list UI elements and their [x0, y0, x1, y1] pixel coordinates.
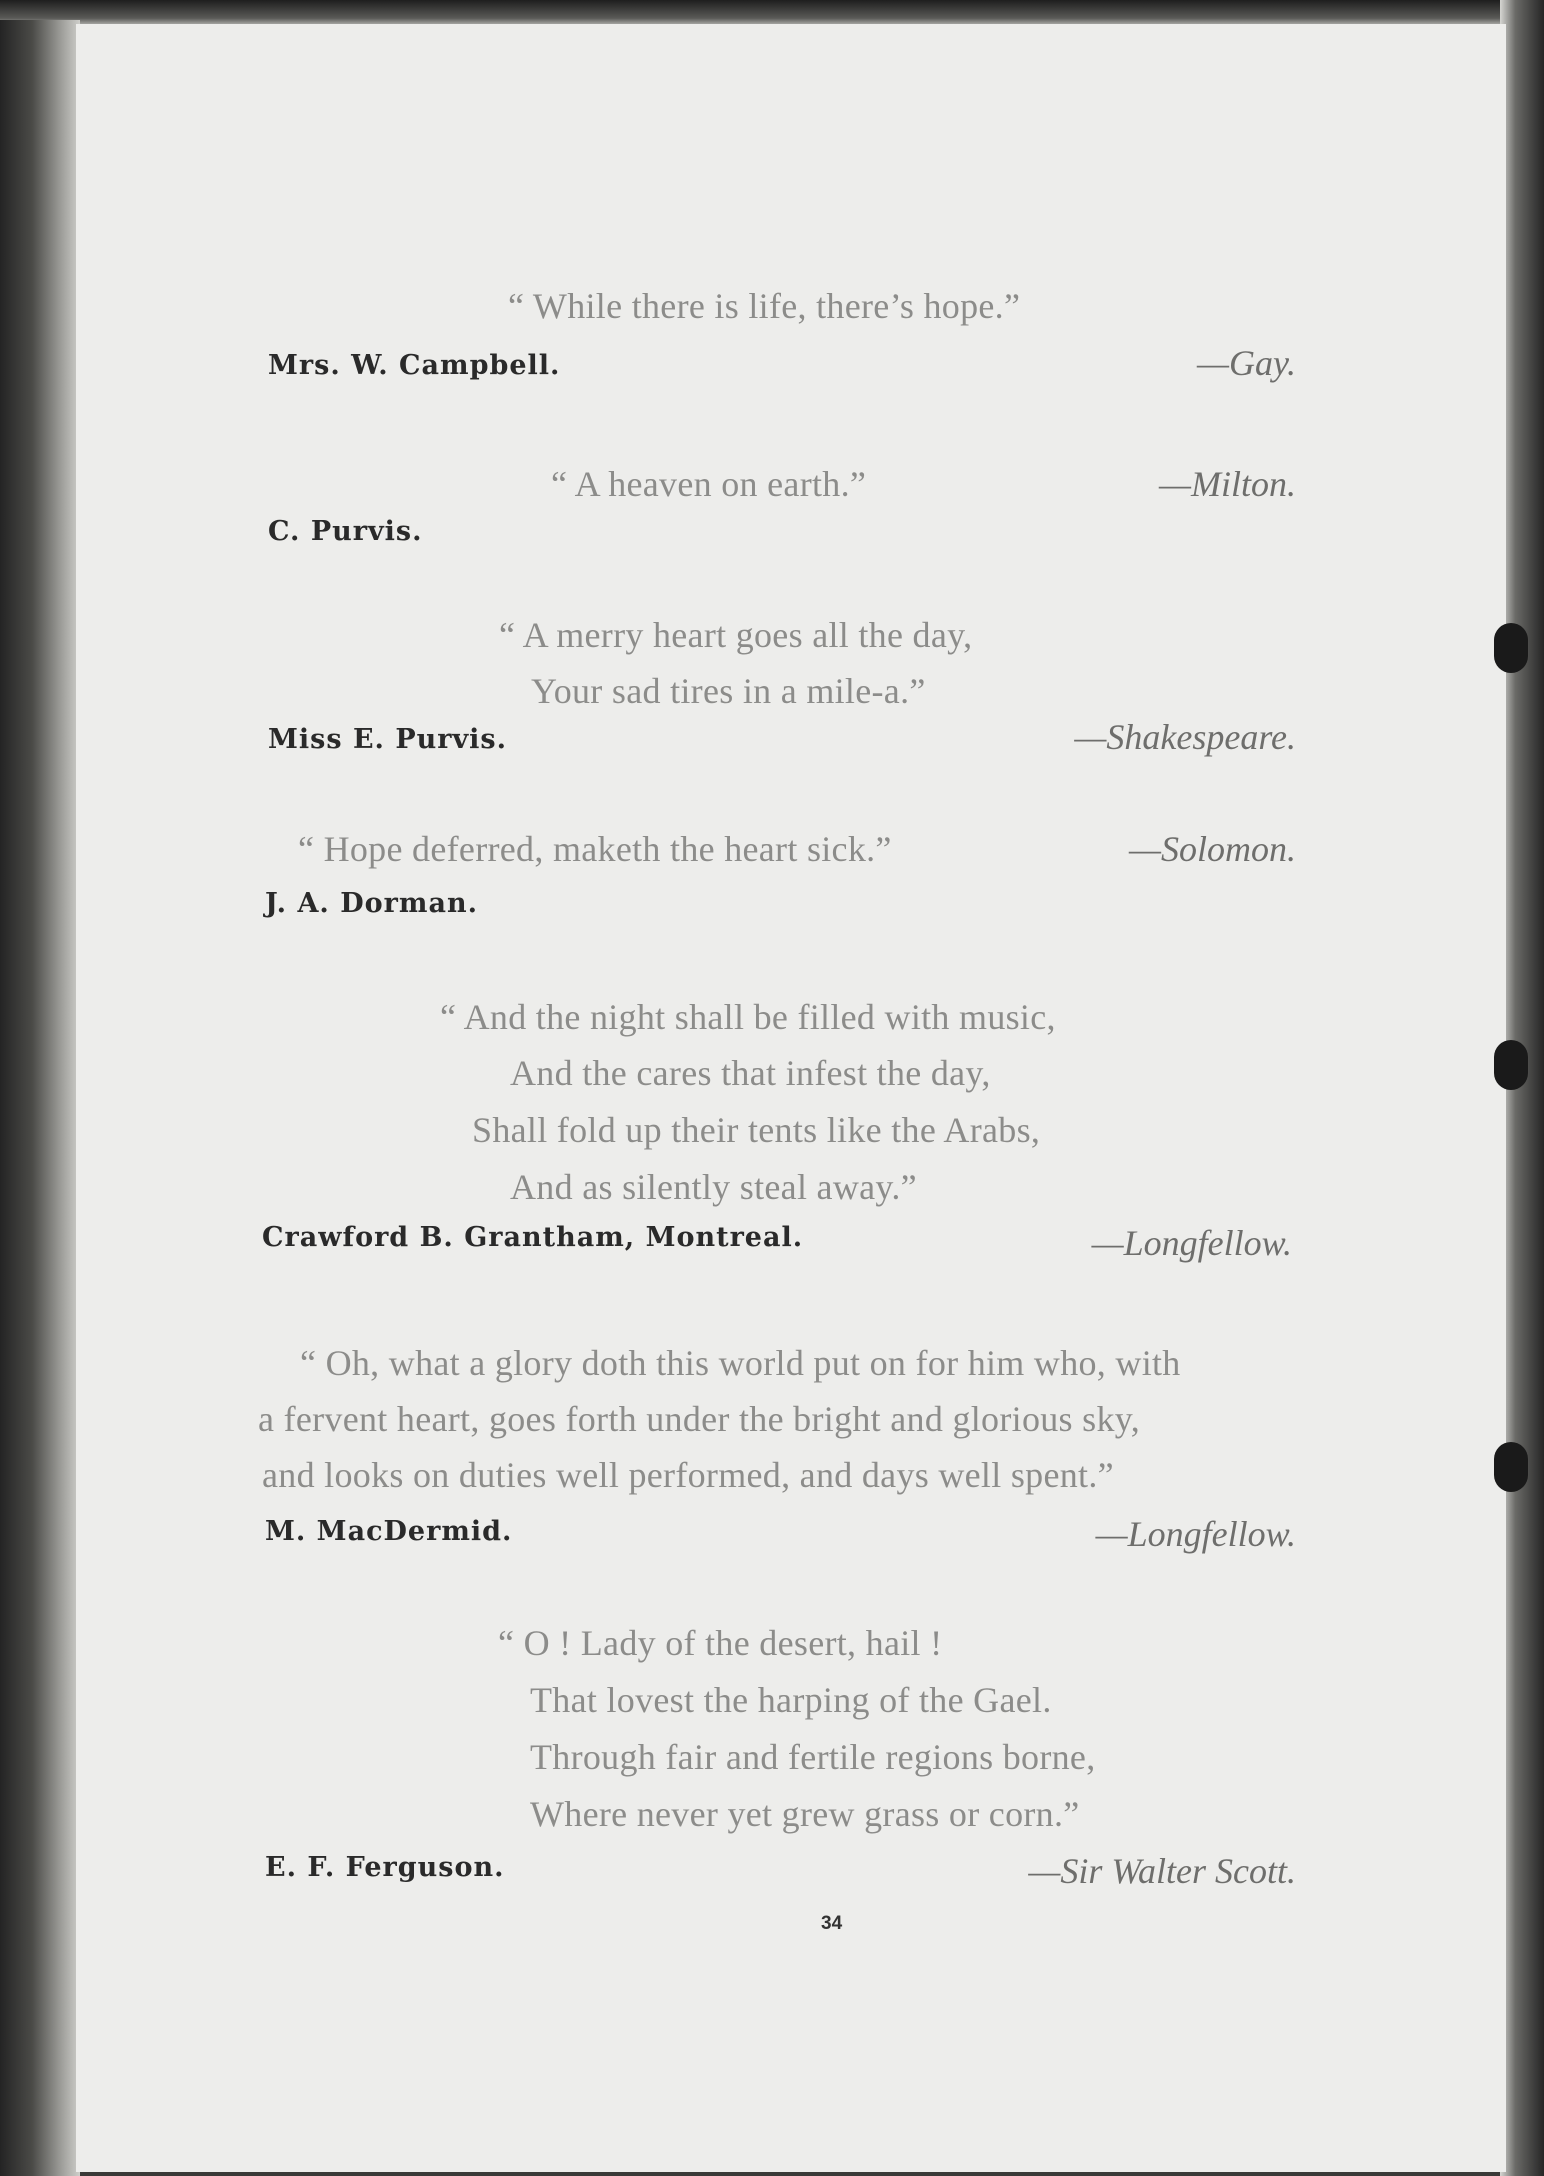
- quote-line: And as silently steal away.”: [510, 1167, 917, 1207]
- contributor-name: Miss E. Purvis.: [268, 724, 508, 755]
- quote-author: —Shakespeare.: [1074, 717, 1296, 757]
- quote-line: a fervent heart, goes forth under the bright and glorious sky,: [258, 1399, 1141, 1439]
- quote-line: “ O ! Lady of the desert, hail !: [498, 1623, 943, 1663]
- quote-line: That lovest the harping of the Gael.: [530, 1680, 1052, 1720]
- quote-line: And the cares that infest the day,: [510, 1053, 991, 1093]
- contributor-name: E. F. Ferguson.: [265, 1852, 505, 1883]
- quote-line: Through fair and fertile regions borne,: [530, 1737, 1096, 1777]
- contributor-name: C. Purvis.: [268, 516, 423, 547]
- page-top-edge: [0, 0, 1544, 26]
- quote-line: “ Hope deferred, maketh the heart sick.”: [298, 829, 892, 869]
- quote-author: —Longfellow.: [1095, 1514, 1296, 1554]
- quote-line: Shall fold up their tents like the Arabs,: [472, 1110, 1041, 1150]
- binding-hole: [1494, 1040, 1528, 1090]
- quote-line: Where never yet grew grass or corn.”: [530, 1794, 1080, 1834]
- page-number: 34: [821, 1913, 843, 1934]
- quote-author: —Sir Walter Scott.: [1028, 1851, 1296, 1891]
- contributor-name: Crawford B. Grantham, Montreal.: [262, 1222, 804, 1253]
- contributor-name: J. A. Dorman.: [265, 888, 478, 919]
- quote-author: —Gay.: [1197, 343, 1296, 383]
- book-spine-edge: [0, 20, 80, 2176]
- contributor-name: Mrs. W. Campbell.: [268, 350, 561, 381]
- quote-line: Your sad tires in a mile-a.”: [531, 671, 926, 711]
- binding-hole: [1494, 1442, 1528, 1492]
- quote-author: —Solomon.: [1128, 829, 1296, 869]
- contributor-name: M. MacDermid.: [265, 1516, 513, 1547]
- quote-line: “ A merry heart goes all the day,: [499, 615, 973, 655]
- quote-author: —Longfellow.: [1091, 1223, 1292, 1263]
- quote-line: and looks on duties well performed, and days well spent.”: [262, 1455, 1114, 1495]
- quote-line: “ Oh, what a glory doth this world put on for him who, with: [300, 1343, 1181, 1383]
- quote-author: —Milton.: [1158, 464, 1296, 504]
- quote-line: “ A heaven on earth.”: [551, 464, 867, 504]
- quote-line: “ And the night shall be filled with music,: [440, 997, 1056, 1037]
- binding-hole: [1494, 623, 1528, 673]
- quote-line: “ While there is life, there’s hope.”: [508, 286, 1021, 326]
